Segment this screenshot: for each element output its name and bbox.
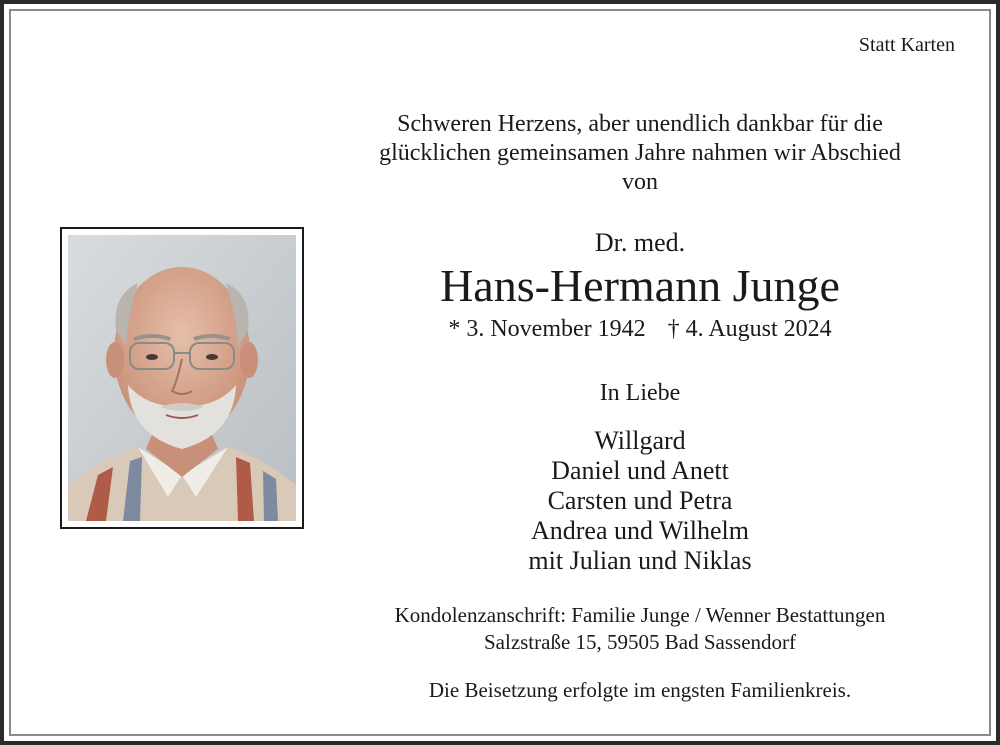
family-member: Andrea und Wilhelm <box>531 516 749 545</box>
death-date: † 4. August 2024 <box>667 316 832 342</box>
family-member: Willgard <box>594 426 686 455</box>
family-list <box>330 426 950 576</box>
family-member: mit Julian und Niklas <box>528 546 752 575</box>
intro-line-1: Schweren Herzens, aber unendlich dankbar für die <box>397 111 883 137</box>
deceased-name: Hans-Hermann Junge <box>440 260 840 311</box>
condolence-address <box>330 602 950 656</box>
birth-date: * 3. November 1942 <box>448 316 646 342</box>
in-liebe-label: In Liebe <box>599 380 681 406</box>
condolence-line-1: Kondolenzanschrift: Familie Junge / Wenner Bestattungen <box>394 603 886 627</box>
intro-text <box>330 110 950 197</box>
intro-line-3: von <box>622 169 658 195</box>
family-member: Carsten und Petra <box>547 486 733 515</box>
condolence-line-2: Salzstraße 15, 59505 Bad Sassendorf <box>483 630 797 654</box>
academic-title: Dr. med. <box>594 228 686 257</box>
life-dates <box>330 316 950 343</box>
portrait-photo <box>68 235 296 521</box>
portrait-frame <box>60 227 304 529</box>
statt-karten-label: Statt Karten <box>858 34 955 56</box>
burial-note: Die Beisetzung erfolgte im engsten Familienkreis. <box>428 678 852 702</box>
family-member: Daniel und Anett <box>551 456 729 485</box>
portrait-illustration <box>68 235 296 521</box>
intro-line-2: glücklichen gemeinsamen Jahre nahmen wir Abschied <box>379 140 901 166</box>
